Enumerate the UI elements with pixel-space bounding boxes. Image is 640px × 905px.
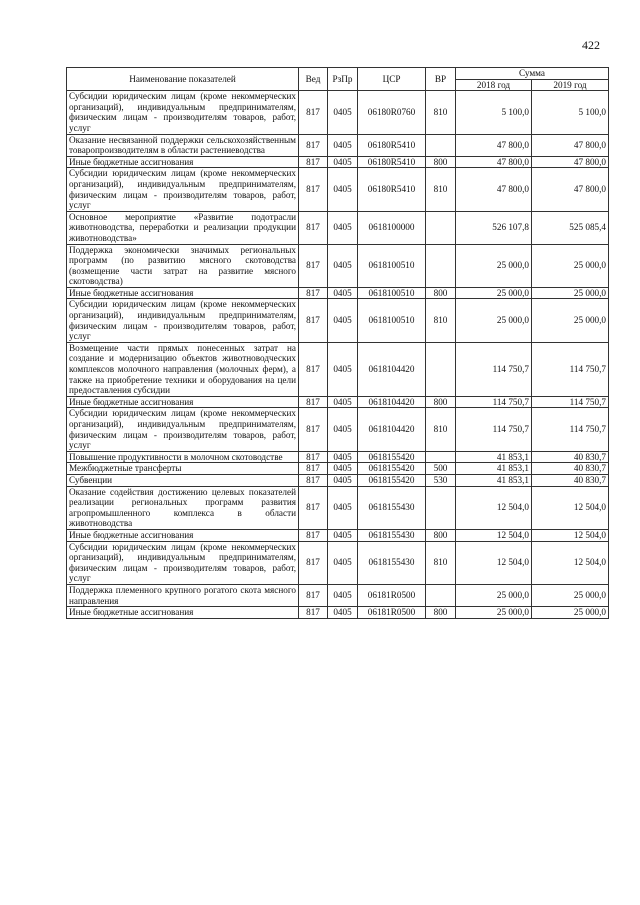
cell-rzpr: 0405	[328, 607, 358, 619]
cell-csr: 0618100510	[358, 244, 426, 287]
cell-ved: 817	[299, 211, 328, 244]
cell-ved: 817	[299, 168, 328, 211]
cell-rzpr: 0405	[328, 408, 358, 451]
table-row	[67, 541, 609, 584]
cell-vr	[426, 211, 456, 244]
cell-rzpr: 0405	[328, 156, 358, 168]
cell-csr: 06180R5410	[358, 156, 426, 168]
table-row	[67, 486, 609, 529]
cell-vr: 810	[426, 168, 456, 211]
header-ved: Вед	[299, 68, 328, 91]
table-row	[67, 451, 609, 463]
cell-csr: 06181R0500	[358, 584, 426, 606]
cell-name: Субсидии юридическим лицам (кроме некоммерческих организаций), индивидуальным предпринимателям, физическим лицам - производителям товаров, работ, услуг	[67, 541, 299, 584]
cell-vr: 500	[426, 463, 456, 475]
cell-rzpr: 0405	[328, 396, 358, 408]
cell-ved: 817	[299, 607, 328, 619]
cell-ved: 817	[299, 486, 328, 529]
cell-vr	[426, 342, 456, 396]
cell-rzpr: 0405	[328, 529, 358, 541]
cell-rzpr: 0405	[328, 584, 358, 606]
cell-vr: 810	[426, 541, 456, 584]
cell-csr: 06180R5410	[358, 168, 426, 211]
table-row	[67, 134, 609, 156]
cell-2018: 5 100,0	[456, 91, 532, 134]
cell-ved: 817	[299, 474, 328, 486]
cell-csr: 0618104420	[358, 408, 426, 451]
cell-2019: 114 750,7	[532, 342, 609, 396]
table-row	[67, 244, 609, 287]
cell-vr: 810	[426, 299, 456, 342]
cell-ved: 817	[299, 463, 328, 475]
cell-2018: 47 800,0	[456, 156, 532, 168]
cell-ved: 817	[299, 451, 328, 463]
cell-ved: 817	[299, 342, 328, 396]
cell-rzpr: 0405	[328, 451, 358, 463]
cell-name: Иные бюджетные ассигнования	[67, 287, 299, 299]
cell-2018: 114 750,7	[456, 342, 532, 396]
cell-2018: 41 853,1	[456, 451, 532, 463]
cell-2019: 25 000,0	[532, 299, 609, 342]
cell-csr: 0618155420	[358, 463, 426, 475]
table-row	[67, 168, 609, 211]
cell-name: Возмещение части прямых понесенных затрат на создание и модернизацию объектов животноводческих комплексов молочного направления (молочных ферм), а также на приобретение техники и оборудования на цели предоставления субсидии	[67, 342, 299, 396]
cell-name: Межбюджетные трансферты	[67, 463, 299, 475]
cell-csr: 0618155420	[358, 474, 426, 486]
cell-csr: 0618155430	[358, 541, 426, 584]
cell-name: Оказание несвязанной поддержки сельскохозяйственным товаропроизводителям в области растениеводства	[67, 134, 299, 156]
cell-name: Поддержка экономически значимых региональных программ (по развитию мясного скотоводства (возмещение части затрат на развитие мясного скотоводства)	[67, 244, 299, 287]
cell-2018: 25 000,0	[456, 299, 532, 342]
table-row	[67, 584, 609, 606]
cell-vr	[426, 486, 456, 529]
table-header	[67, 68, 609, 91]
cell-2019: 47 800,0	[532, 134, 609, 156]
cell-ved: 817	[299, 91, 328, 134]
cell-2018: 114 750,7	[456, 408, 532, 451]
cell-csr: 0618155430	[358, 529, 426, 541]
cell-name: Поддержка племенного крупного рогатого скота мясного направления	[67, 584, 299, 606]
cell-csr: 06180R5410	[358, 134, 426, 156]
cell-rzpr: 0405	[328, 287, 358, 299]
cell-ved: 817	[299, 244, 328, 287]
header-name: Наименование показателей	[67, 68, 299, 91]
cell-ved: 817	[299, 156, 328, 168]
cell-vr	[426, 244, 456, 287]
table-row	[67, 156, 609, 168]
table-row	[67, 342, 609, 396]
cell-2019: 40 830,7	[532, 463, 609, 475]
cell-2019: 12 504,0	[532, 541, 609, 584]
cell-2018: 12 504,0	[456, 529, 532, 541]
cell-ved: 817	[299, 287, 328, 299]
cell-csr: 0618155420	[358, 451, 426, 463]
table-body	[67, 91, 609, 619]
cell-2019: 40 830,7	[532, 474, 609, 486]
cell-2018: 12 504,0	[456, 486, 532, 529]
cell-2019: 12 504,0	[532, 486, 609, 529]
cell-rzpr: 0405	[328, 91, 358, 134]
header-vr: ВР	[426, 68, 456, 91]
cell-2019: 40 830,7	[532, 451, 609, 463]
cell-2019: 12 504,0	[532, 529, 609, 541]
table-row	[67, 607, 609, 619]
cell-2019: 114 750,7	[532, 408, 609, 451]
header-year-2019: 2019 год	[532, 79, 609, 91]
cell-ved: 817	[299, 396, 328, 408]
cell-2019: 114 750,7	[532, 396, 609, 408]
cell-rzpr: 0405	[328, 244, 358, 287]
cell-vr	[426, 134, 456, 156]
cell-vr: 810	[426, 91, 456, 134]
cell-csr: 06181R0500	[358, 607, 426, 619]
cell-name: Иные бюджетные ассигнования	[67, 156, 299, 168]
cell-vr: 800	[426, 607, 456, 619]
page-number: 422	[582, 38, 600, 52]
cell-2018: 25 000,0	[456, 244, 532, 287]
cell-2019: 47 800,0	[532, 168, 609, 211]
cell-2018: 114 750,7	[456, 396, 532, 408]
table-row	[67, 463, 609, 475]
cell-name: Оказание содействия достижению целевых показателей реализации региональных программ развития агропромышленного комплекса в области животноводства	[67, 486, 299, 529]
cell-2018: 41 853,1	[456, 474, 532, 486]
cell-name: Субсидии юридическим лицам (кроме некоммерческих организаций), индивидуальным предпринимателям, физическим лицам - производителям товаров, работ, услуг	[67, 299, 299, 342]
cell-vr	[426, 584, 456, 606]
cell-2018: 526 107,8	[456, 211, 532, 244]
cell-vr: 800	[426, 529, 456, 541]
cell-ved: 817	[299, 408, 328, 451]
cell-name: Повышение продуктивности в молочном скотоводстве	[67, 451, 299, 463]
cell-2019: 525 085,4	[532, 211, 609, 244]
cell-vr: 810	[426, 408, 456, 451]
cell-name: Субсидии юридическим лицам (кроме некоммерческих организаций), индивидуальным предпринимателям, физическим лицам - производителям товаров, работ, услуг	[67, 91, 299, 134]
cell-2019: 5 100,0	[532, 91, 609, 134]
cell-2018: 25 000,0	[456, 607, 532, 619]
cell-name: Иные бюджетные ассигнования	[67, 529, 299, 541]
cell-csr: 0618100510	[358, 287, 426, 299]
cell-ved: 817	[299, 299, 328, 342]
header-year-2018: 2018 год	[456, 79, 532, 91]
cell-2019: 47 800,0	[532, 156, 609, 168]
cell-vr: 800	[426, 156, 456, 168]
cell-csr: 0618100000	[358, 211, 426, 244]
cell-vr: 530	[426, 474, 456, 486]
table-row	[67, 396, 609, 408]
cell-rzpr: 0405	[328, 486, 358, 529]
cell-ved: 817	[299, 529, 328, 541]
cell-2019: 25 000,0	[532, 607, 609, 619]
cell-rzpr: 0405	[328, 299, 358, 342]
cell-rzpr: 0405	[328, 474, 358, 486]
table-row	[67, 529, 609, 541]
cell-csr: 0618104420	[358, 342, 426, 396]
cell-rzpr: 0405	[328, 168, 358, 211]
cell-2018: 12 504,0	[456, 541, 532, 584]
cell-name: Иные бюджетные ассигнования	[67, 396, 299, 408]
budget-table	[66, 67, 609, 619]
cell-2018: 41 853,1	[456, 463, 532, 475]
cell-name: Иные бюджетные ассигнования	[67, 607, 299, 619]
cell-2018: 25 000,0	[456, 287, 532, 299]
cell-rzpr: 0405	[328, 541, 358, 584]
table-row	[67, 408, 609, 451]
cell-2019: 25 000,0	[532, 244, 609, 287]
table-row	[67, 91, 609, 134]
cell-vr	[426, 451, 456, 463]
header-sum: Сумма	[456, 68, 609, 80]
cell-ved: 817	[299, 134, 328, 156]
cell-csr: 0618104420	[358, 396, 426, 408]
cell-ved: 817	[299, 584, 328, 606]
cell-vr: 800	[426, 396, 456, 408]
cell-csr: 06180R0760	[358, 91, 426, 134]
header-rzpr: РзПр	[328, 68, 358, 91]
cell-name: Основное мероприятие «Развитие подотрасли животноводства, переработки и реализации продукции животноводства»	[67, 211, 299, 244]
cell-2018: 47 800,0	[456, 168, 532, 211]
cell-csr: 0618155430	[358, 486, 426, 529]
cell-name: Субсидии юридическим лицам (кроме некоммерческих организаций), индивидуальным предпринимателям, физическим лицам - производителям товаров, работ, услуг	[67, 168, 299, 211]
cell-2018: 25 000,0	[456, 584, 532, 606]
cell-2019: 25 000,0	[532, 584, 609, 606]
cell-name: Субвенции	[67, 474, 299, 486]
cell-rzpr: 0405	[328, 134, 358, 156]
table-row	[67, 211, 609, 244]
table-row	[67, 474, 609, 486]
cell-vr: 800	[426, 287, 456, 299]
cell-csr: 0618100510	[358, 299, 426, 342]
cell-2019: 25 000,0	[532, 287, 609, 299]
table-row	[67, 299, 609, 342]
cell-rzpr: 0405	[328, 463, 358, 475]
cell-rzpr: 0405	[328, 211, 358, 244]
cell-ved: 817	[299, 541, 328, 584]
cell-rzpr: 0405	[328, 342, 358, 396]
table-row	[67, 287, 609, 299]
cell-2018: 47 800,0	[456, 134, 532, 156]
header-csr: ЦСР	[358, 68, 426, 91]
cell-name: Субсидии юридическим лицам (кроме некоммерческих организаций), индивидуальным предпринимателям, физическим лицам - производителям товаров, работ, услуг	[67, 408, 299, 451]
